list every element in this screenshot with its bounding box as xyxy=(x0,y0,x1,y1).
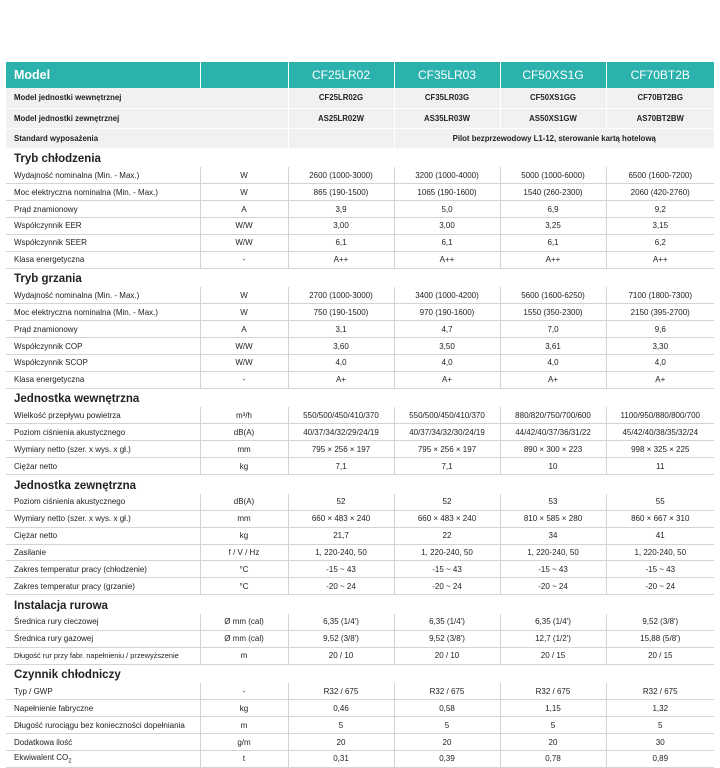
standard-spacer xyxy=(288,128,394,148)
spec-value: 2150 (395-2700) xyxy=(606,304,714,321)
spec-value: 52 xyxy=(288,494,394,511)
spec-value: 660 × 483 × 240 xyxy=(288,510,394,527)
header-model-1: CF25LR02 xyxy=(288,62,394,88)
header-row xyxy=(6,62,714,88)
spec-label xyxy=(6,544,200,561)
spec-value: A+ xyxy=(500,371,606,388)
spec-value: 6,2 xyxy=(606,234,714,251)
row-label: Model jednostki wewnętrznej xyxy=(6,88,288,108)
spec-value: -20 ~ 24 xyxy=(500,578,606,595)
spec-value: 10 xyxy=(500,458,606,475)
spec-label-text: Klasa energetyczna xyxy=(14,255,85,265)
spec-label xyxy=(6,717,200,734)
section-title: Tryb chłodzenia xyxy=(14,153,101,165)
spec-value: 810 × 585 × 280 xyxy=(500,510,606,527)
spec-row xyxy=(6,371,714,388)
spec-label xyxy=(6,750,200,767)
model-value: AS70BT2BW xyxy=(606,108,714,128)
spec-value: 3,50 xyxy=(394,338,500,355)
header-model-3: CF50XS1G xyxy=(500,62,606,88)
spec-label xyxy=(6,441,200,458)
spec-label-text: Współczynnik SCOP xyxy=(14,358,88,368)
spec-label xyxy=(6,234,200,251)
spec-row xyxy=(6,201,714,218)
spec-value: 5000 (1000-6000) xyxy=(500,167,606,184)
spec-unit: A xyxy=(200,201,288,218)
spec-value: -15 ~ 43 xyxy=(394,561,500,578)
spec-value: 15,88 (5/8') xyxy=(606,630,714,647)
spec-value: 3,00 xyxy=(288,218,394,235)
spec-row xyxy=(6,683,714,700)
spec-value: 6,1 xyxy=(288,234,394,251)
section-title: Instalacja rurowa xyxy=(14,599,108,612)
spec-label xyxy=(6,304,200,321)
section-title: Tryb grzania xyxy=(14,273,82,286)
spec-value: 0,78 xyxy=(500,750,606,767)
spec-row xyxy=(6,354,714,371)
spec-row xyxy=(6,287,714,304)
spec-label xyxy=(6,371,200,388)
spec-value: 12,7 (1/2') xyxy=(500,630,606,647)
spec-value: 3,60 xyxy=(288,338,394,355)
spec-value: 0,39 xyxy=(394,750,500,767)
spec-value: 1540 (260-2300) xyxy=(500,184,606,201)
spec-label xyxy=(6,201,200,218)
spec-value: 550/500/450/410/370 xyxy=(394,407,500,424)
model-value: AS50XS1GW xyxy=(500,108,606,128)
spec-value: A++ xyxy=(288,251,394,268)
header-unit-spacer xyxy=(200,62,288,88)
spec-value: 34 xyxy=(500,527,606,544)
model-value: AS35LR03W xyxy=(394,108,500,128)
spec-label-text: Wydajność nominalna (Min. - Max.) xyxy=(14,170,140,180)
spec-row xyxy=(6,338,714,355)
spec-row xyxy=(6,647,714,664)
spec-body xyxy=(6,88,714,767)
spec-value: 795 × 256 × 197 xyxy=(288,441,394,458)
spec-unit: g/m xyxy=(200,734,288,751)
spec-unit: W/W xyxy=(200,218,288,235)
section-heading-row xyxy=(6,595,714,614)
spec-value: 3,9 xyxy=(288,201,394,218)
spec-value: 1, 220-240, 50 xyxy=(606,544,714,561)
spec-value: -15 ~ 43 xyxy=(500,561,606,578)
spec-label-text: Moc elektryczna nominalna (Min. - Max.) xyxy=(14,187,159,197)
spec-unit: °C xyxy=(200,578,288,595)
spec-value: 880/820/750/700/600 xyxy=(500,407,606,424)
spec-unit: mm xyxy=(200,441,288,458)
standard-value: Pilot bezprzewodowy L1-12, sterowanie kartą hotelową xyxy=(394,128,714,148)
section-title: Jednostka wewnętrzna xyxy=(14,393,140,406)
spec-value: 1, 220-240, 50 xyxy=(288,544,394,561)
spec-label-text: Moc elektryczna nominalna (Min. - Max.) xyxy=(14,307,159,317)
spec-value: 2060 (420-2760) xyxy=(606,184,714,201)
spec-label xyxy=(6,561,200,578)
spec-label-text: Ciężar netto xyxy=(14,531,58,541)
spec-unit: m³/h xyxy=(200,407,288,424)
spec-label-text: Klasa energetyczna xyxy=(14,375,85,385)
spec-row xyxy=(6,544,714,561)
spec-unit: - xyxy=(200,371,288,388)
spec-value: 22 xyxy=(394,527,500,544)
spec-unit: kg xyxy=(200,700,288,717)
section-title: Czynnik chłodniczy xyxy=(14,669,121,682)
spec-value: 3200 (1000-4000) xyxy=(394,167,500,184)
spec-label xyxy=(6,321,200,338)
spec-label xyxy=(6,251,200,268)
spec-row xyxy=(6,218,714,235)
spec-label-text: Napełnienie fabryczne xyxy=(14,703,94,713)
section-heading-row xyxy=(6,475,714,494)
header-model-label: Model xyxy=(6,62,200,88)
spec-value: 45/42/40/38/35/32/24 xyxy=(606,424,714,441)
spec-value: 53 xyxy=(500,494,606,511)
spec-value: 0,89 xyxy=(606,750,714,767)
spec-value: 5 xyxy=(500,717,606,734)
spec-unit: - xyxy=(200,683,288,700)
spec-value: 40/37/34/32/29/24/19 xyxy=(288,424,394,441)
spec-value: 6,1 xyxy=(500,234,606,251)
spec-value: 44/42/40/37/36/31/22 xyxy=(500,424,606,441)
spec-row xyxy=(6,630,714,647)
spec-value: 20 xyxy=(288,734,394,751)
spec-value: 9,6 xyxy=(606,321,714,338)
spec-value: 1065 (190-1600) xyxy=(394,184,500,201)
spec-label xyxy=(6,614,200,631)
model-value: CF25LR02G xyxy=(288,88,394,108)
spec-label-text: Wymiary netto (szer. x wys. x gł.) xyxy=(14,514,131,524)
spec-value: 6500 (1600-7200) xyxy=(606,167,714,184)
spec-value: 6,1 xyxy=(394,234,500,251)
spec-value: 7100 (1800-7300) xyxy=(606,287,714,304)
spec-row xyxy=(6,700,714,717)
spec-value: A+ xyxy=(288,371,394,388)
spec-label xyxy=(6,218,200,235)
spec-value: 9,2 xyxy=(606,201,714,218)
spec-unit: W xyxy=(200,167,288,184)
spec-value: 20 / 15 xyxy=(500,647,606,664)
spec-label xyxy=(6,458,200,475)
spec-value: 3,15 xyxy=(606,218,714,235)
spec-label-text: Średnica rury cieczowej xyxy=(14,617,99,627)
spec-unit: W xyxy=(200,287,288,304)
spec-row xyxy=(6,407,714,424)
spec-label xyxy=(6,578,200,595)
spec-label-text: Współczynnik SEER xyxy=(14,238,87,248)
spec-label-text: Prąd znamionowy xyxy=(14,204,78,214)
spec-value: 4,0 xyxy=(288,354,394,371)
spec-label-text: Poziom ciśnienia akustycznego xyxy=(14,427,126,437)
spec-label xyxy=(6,424,200,441)
spec-value: 9,52 (3/8') xyxy=(606,614,714,631)
spec-value: 795 × 256 × 197 xyxy=(394,441,500,458)
spec-value: 20 / 10 xyxy=(288,647,394,664)
spec-unit: A xyxy=(200,321,288,338)
spec-value: 3,1 xyxy=(288,321,394,338)
section-title: Jednostka zewnętrzna xyxy=(14,479,137,492)
spec-unit: mm xyxy=(200,510,288,527)
spec-row xyxy=(6,441,714,458)
spec-unit: Ø mm (cal) xyxy=(200,614,288,631)
spec-label xyxy=(6,683,200,700)
spec-value: 21,7 xyxy=(288,527,394,544)
spec-value: 660 × 483 × 240 xyxy=(394,510,500,527)
spec-label-text: Dodatkowa ilość xyxy=(14,737,73,747)
spec-value: 6,35 (1/4') xyxy=(500,614,606,631)
spec-value: 860 × 667 × 310 xyxy=(606,510,714,527)
spec-row xyxy=(6,167,714,184)
spec-value: A++ xyxy=(500,251,606,268)
spec-value: R32 / 675 xyxy=(606,683,714,700)
spec-value: 6,35 (1/4') xyxy=(394,614,500,631)
spec-row xyxy=(6,578,714,595)
spec-label xyxy=(6,510,200,527)
spec-unit: W xyxy=(200,184,288,201)
row-label: Model jednostki zewnętrznej xyxy=(6,108,288,128)
spec-value: 40/37/34/32/30/24/19 xyxy=(394,424,500,441)
spec-value: 1, 220-240, 50 xyxy=(394,544,500,561)
spec-value: 1,32 xyxy=(606,700,714,717)
spec-label-text: Prąd znamionowy xyxy=(14,324,78,334)
spec-value: 4,0 xyxy=(500,354,606,371)
spec-value: 1,15 xyxy=(500,700,606,717)
spec-value: 30 xyxy=(606,734,714,751)
spec-value: 0,31 xyxy=(288,750,394,767)
spec-unit: W xyxy=(200,304,288,321)
spec-value: 5 xyxy=(288,717,394,734)
spec-label-text: Współczynnik COP xyxy=(14,341,83,351)
spec-value: 20 xyxy=(394,734,500,751)
spec-table xyxy=(6,62,714,768)
spec-value: 2600 (1000-3000) xyxy=(288,167,394,184)
spec-label-text: Długość rurociągu bez konieczności dopełniania xyxy=(14,720,185,730)
spec-value: 7,0 xyxy=(500,321,606,338)
spec-label-text: Ekwiwalent CO xyxy=(14,753,69,763)
spec-label xyxy=(6,734,200,751)
spec-value: A+ xyxy=(394,371,500,388)
spec-label xyxy=(6,338,200,355)
spec-unit: dB(A) xyxy=(200,494,288,511)
spec-label-text: Średnica rury gazowej xyxy=(14,634,94,644)
spec-row xyxy=(6,750,714,767)
spec-value: 3,25 xyxy=(500,218,606,235)
spec-value: 2700 (1000-3000) xyxy=(288,287,394,304)
spec-value: 7,1 xyxy=(394,458,500,475)
model-value: CF70BT2BG xyxy=(606,88,714,108)
spec-unit: m xyxy=(200,647,288,664)
spec-row xyxy=(6,561,714,578)
spec-row xyxy=(6,184,714,201)
spec-value: 6,9 xyxy=(500,201,606,218)
spec-label-text: Zakres temperatur pracy (chłodzenie) xyxy=(14,564,147,574)
spec-value: A++ xyxy=(394,251,500,268)
spec-value: 55 xyxy=(606,494,714,511)
spec-label xyxy=(6,630,200,647)
spec-value: 11 xyxy=(606,458,714,475)
spec-label-text: Wielkość przepływu powietrza xyxy=(14,410,121,420)
section-heading-row xyxy=(6,148,714,167)
spec-label-subscript: 2 xyxy=(68,758,72,765)
spec-label-text: Wymiary netto (szer. x wys. x gł.) xyxy=(14,444,131,454)
spec-unit: W/W xyxy=(200,338,288,355)
spec-value: 5600 (1600-6250) xyxy=(500,287,606,304)
spec-label xyxy=(6,184,200,201)
spec-value: 890 × 300 × 223 xyxy=(500,441,606,458)
standard-row xyxy=(6,128,714,148)
spec-value: 0,46 xyxy=(288,700,394,717)
spec-value: 1100/950/880/800/700 xyxy=(606,407,714,424)
spec-value: 3,30 xyxy=(606,338,714,355)
spec-row xyxy=(6,510,714,527)
spec-row xyxy=(6,458,714,475)
spec-unit: dB(A) xyxy=(200,424,288,441)
spec-unit: t xyxy=(200,750,288,767)
row-label: Standard wyposażenia xyxy=(6,128,288,148)
spec-value: 20 / 10 xyxy=(394,647,500,664)
spec-value: 3,61 xyxy=(500,338,606,355)
spec-label-text: Zakres temperatur pracy (grzanie) xyxy=(14,581,135,591)
spec-row xyxy=(6,527,714,544)
spec-value: 750 (190-1500) xyxy=(288,304,394,321)
spec-label-text: Typ / GWP xyxy=(14,686,53,696)
spec-value: 998 × 325 × 225 xyxy=(606,441,714,458)
spec-value: 865 (190-1500) xyxy=(288,184,394,201)
spec-label-text: Ciężar netto xyxy=(14,461,58,471)
spec-row xyxy=(6,494,714,511)
spec-unit: kg xyxy=(200,527,288,544)
spec-label xyxy=(6,354,200,371)
spec-value: 4,7 xyxy=(394,321,500,338)
spec-row xyxy=(6,304,714,321)
model-info-row xyxy=(6,108,714,128)
spec-row xyxy=(6,734,714,751)
spec-value: 41 xyxy=(606,527,714,544)
spec-unit: m xyxy=(200,717,288,734)
spec-value: 9,52 (3/8') xyxy=(394,630,500,647)
spec-sheet xyxy=(6,62,714,768)
spec-row xyxy=(6,321,714,338)
spec-value: 970 (190-1600) xyxy=(394,304,500,321)
spec-unit: - xyxy=(200,251,288,268)
spec-value: 550/500/450/410/370 xyxy=(288,407,394,424)
spec-value: 4,0 xyxy=(394,354,500,371)
spec-label xyxy=(6,647,200,664)
spec-row xyxy=(6,717,714,734)
spec-value: 6,35 (1/4') xyxy=(288,614,394,631)
spec-unit: W/W xyxy=(200,354,288,371)
spec-label xyxy=(6,407,200,424)
model-info-row xyxy=(6,88,714,108)
spec-label xyxy=(6,167,200,184)
spec-value: R32 / 675 xyxy=(500,683,606,700)
header-model-4: CF70BT2B xyxy=(606,62,714,88)
spec-row xyxy=(6,251,714,268)
spec-label xyxy=(6,494,200,511)
spec-unit: f / V / Hz xyxy=(200,544,288,561)
spec-value: -15 ~ 43 xyxy=(288,561,394,578)
spec-value: 5 xyxy=(606,717,714,734)
spec-value: 0,58 xyxy=(394,700,500,717)
model-value: AS25LR02W xyxy=(288,108,394,128)
spec-unit: W/W xyxy=(200,234,288,251)
header-model-2: CF35LR03 xyxy=(394,62,500,88)
spec-row xyxy=(6,234,714,251)
spec-label-text: Poziom ciśnienia akustycznego xyxy=(14,497,126,507)
spec-label-text: Zasilanie xyxy=(14,547,47,557)
spec-label xyxy=(6,700,200,717)
section-heading-row xyxy=(6,664,714,683)
spec-unit: °C xyxy=(200,561,288,578)
spec-label xyxy=(6,287,200,304)
spec-value: 4,0 xyxy=(606,354,714,371)
spec-value: 3,00 xyxy=(394,218,500,235)
spec-label-text: Długość rur przy fabr. napełnieniu / przewyższenie xyxy=(14,651,179,661)
spec-value: 7,1 xyxy=(288,458,394,475)
spec-row xyxy=(6,424,714,441)
spec-row xyxy=(6,614,714,631)
model-value: CF50XS1GG xyxy=(500,88,606,108)
spec-value: 5 xyxy=(394,717,500,734)
spec-value: A+ xyxy=(606,371,714,388)
spec-value: 9,52 (3/8') xyxy=(288,630,394,647)
spec-unit: Ø mm (cal) xyxy=(200,630,288,647)
spec-label-text: Wydajność nominalna (Min. - Max.) xyxy=(14,290,140,300)
section-heading-row xyxy=(6,388,714,407)
spec-value: A++ xyxy=(606,251,714,268)
spec-value: 1550 (350-2300) xyxy=(500,304,606,321)
spec-value: 5,0 xyxy=(394,201,500,218)
spec-value: 1, 220-240, 50 xyxy=(500,544,606,561)
spec-unit: kg xyxy=(200,458,288,475)
spec-value: -20 ~ 24 xyxy=(394,578,500,595)
spec-value: -15 ~ 43 xyxy=(606,561,714,578)
model-value: CF35LR03G xyxy=(394,88,500,108)
spec-value: 20 xyxy=(500,734,606,751)
spec-value: 20 / 15 xyxy=(606,647,714,664)
spec-value: -20 ~ 24 xyxy=(288,578,394,595)
spec-value: 3400 (1000-4200) xyxy=(394,287,500,304)
section-heading-row xyxy=(6,268,714,287)
spec-value: R32 / 675 xyxy=(288,683,394,700)
spec-value: R32 / 675 xyxy=(394,683,500,700)
spec-label xyxy=(6,527,200,544)
spec-value: -20 ~ 24 xyxy=(606,578,714,595)
spec-label-text: Współczynnik EER xyxy=(14,221,82,231)
spec-value: 52 xyxy=(394,494,500,511)
